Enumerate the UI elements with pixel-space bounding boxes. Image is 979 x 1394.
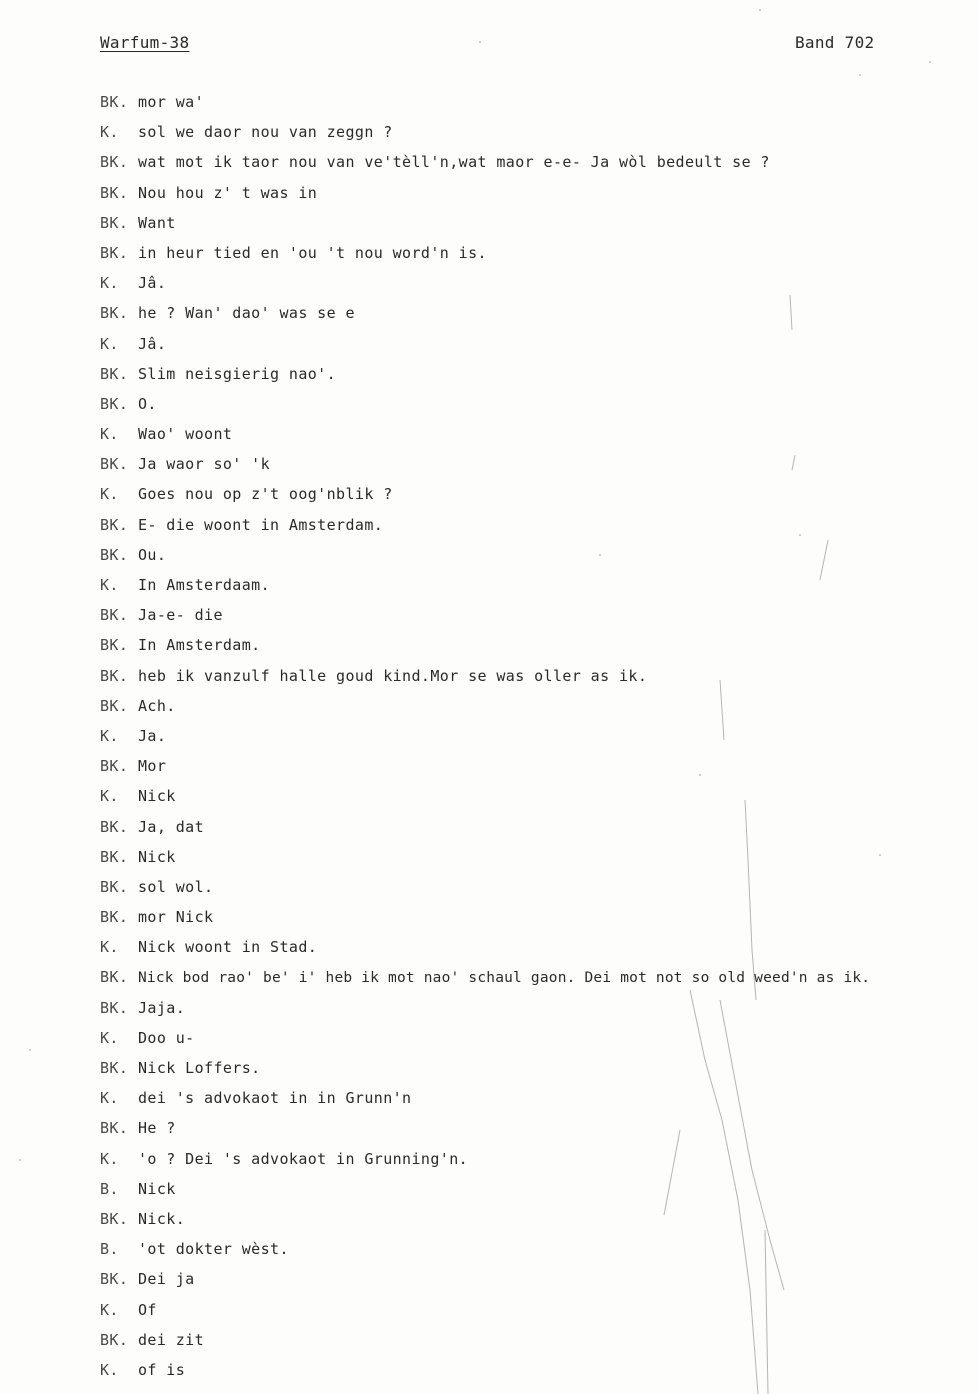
transcript-line: [100, 182, 975, 212]
speaker-label: K.: [100, 274, 119, 293]
transcript-line: [100, 363, 975, 393]
transcript-line: [100, 816, 975, 846]
speaker-label: K.: [100, 1028, 119, 1047]
speech-text: Nick Loffers.: [138, 1059, 261, 1077]
speaker-label: K.: [100, 576, 119, 594]
speaker-label: BK.: [100, 908, 129, 927]
speaker-label: BK.: [100, 877, 129, 896]
speech-text: Jâ.: [138, 274, 167, 293]
speaker-label: BK.: [100, 1270, 129, 1289]
transcript-line: [100, 483, 975, 513]
transcript-line: [100, 1329, 975, 1359]
speech-text: 'o ? Dei 's advokaot in Grunning'n.: [138, 1149, 469, 1168]
speaker-label: BK.: [100, 183, 129, 202]
transcript-line: [100, 272, 975, 302]
speaker-label: BK.: [100, 213, 129, 232]
speaker-label: BK.: [100, 364, 129, 383]
speech-text: In Amsterdaam.: [138, 576, 271, 594]
speech-text: Jaja.: [138, 998, 186, 1017]
speaker-label: BK.: [100, 515, 129, 534]
speaker-label: BK.: [100, 93, 129, 111]
transcript-line: [100, 665, 975, 695]
speech-text: Doo u-: [138, 1028, 195, 1047]
speech-text: Jâ.: [138, 334, 167, 353]
speaker-label: K.: [100, 726, 119, 745]
speech-text: of is: [138, 1360, 186, 1379]
speaker-label: BK.: [100, 1059, 129, 1077]
speech-text: heb ik vanzulf halle goud kind.Mor se was oller as ik.: [138, 666, 648, 685]
speech-text: E- die woont in Amsterdam.: [138, 515, 384, 534]
speaker-label: BK.: [100, 1119, 129, 1138]
transcript-line: [100, 997, 975, 1027]
transcript-line: [100, 212, 975, 242]
transcript-line: [100, 1117, 975, 1147]
speaker-label: K.: [100, 1300, 119, 1319]
speaker-label: BK.: [100, 636, 129, 655]
speech-text: Mor: [138, 757, 167, 776]
transcript-line: [100, 785, 975, 815]
speech-text: wat mot ik taor nou van ve'tèll'n,wat maor e-e- Ja wòl bedeult se ?: [138, 153, 770, 172]
speaker-label: BK.: [100, 545, 129, 564]
speaker-label: K.: [100, 938, 119, 957]
speaker-label: BK.: [100, 455, 129, 474]
speech-text: Ja-e- die: [138, 606, 223, 625]
document-id-header: Warfum-38: [100, 33, 190, 52]
transcript-line: [100, 1268, 975, 1298]
transcript-line: [100, 936, 975, 966]
transcript-line: [100, 1178, 975, 1208]
speaker-label: BK.: [100, 847, 129, 866]
speaker-label: BK.: [100, 394, 129, 413]
speech-text: Ja.: [138, 726, 167, 745]
transcript-line: [100, 966, 975, 996]
transcript-line: [100, 1238, 975, 1268]
transcript-line: [100, 725, 975, 755]
speech-text: sol wol.: [138, 877, 214, 896]
speech-text: Nick: [138, 1179, 176, 1198]
speaker-label: K.: [100, 1089, 119, 1108]
transcript-lines: [100, 91, 975, 1389]
transcript-line: [100, 846, 975, 876]
speaker-label: K.: [100, 485, 119, 504]
speaker-label: BK.: [100, 304, 129, 323]
speaker-label: BK.: [100, 817, 129, 836]
speaker-label: K.: [100, 425, 119, 444]
transcript-line: [100, 604, 975, 634]
speech-text: Nick.: [138, 1209, 186, 1228]
speaker-label: BK.: [100, 606, 129, 625]
speech-text: Nick bod rao' be' i' heb ik mot nao' schaul gaon. Dei mot not so old weed'n as ik.: [138, 970, 871, 987]
speaker-label: BK.: [100, 666, 129, 685]
transcript-line: [100, 91, 975, 121]
speech-text: O.: [138, 394, 157, 413]
transcript-line: [100, 151, 975, 181]
transcript-line: [100, 906, 975, 936]
transcript-line: [100, 242, 975, 272]
speaker-label: B.: [100, 1240, 119, 1259]
transcript-line: [100, 1087, 975, 1117]
speaker-label: BK.: [100, 153, 129, 172]
speech-text: In Amsterdam.: [138, 636, 261, 655]
speaker-label: BK.: [100, 1209, 129, 1228]
speaker-label: K.: [100, 787, 119, 806]
transcript-line: [100, 393, 975, 423]
transcript-line: [100, 453, 975, 483]
transcript-line: [100, 544, 975, 574]
transcript-line: [100, 634, 975, 664]
speaker-label: K.: [100, 1360, 119, 1379]
speaker-label: B.: [100, 1179, 119, 1198]
speaker-label: K.: [100, 1149, 119, 1168]
speech-text: mor wa': [138, 93, 205, 111]
speaker-label: BK.: [100, 243, 129, 262]
transcript-line: [100, 755, 975, 785]
speech-text: Nick woont in Stad.: [138, 938, 318, 957]
speaker-label: BK.: [100, 998, 129, 1017]
speech-text: Slim neisgierig nao'.: [138, 364, 337, 383]
transcript-line: [100, 574, 975, 604]
speech-text: Ach.: [138, 696, 176, 715]
speech-text: Want: [138, 213, 176, 232]
speech-text: 'ot dokter wèst.: [138, 1240, 289, 1259]
speech-text: in heur tied en 'ou 't nou word'n is.: [138, 243, 487, 262]
speech-text: sol we daor nou van zeggn ?: [138, 123, 393, 142]
speaker-label: BK.: [100, 968, 129, 987]
speaker-label: BK.: [100, 757, 129, 776]
transcript-line: [100, 1027, 975, 1057]
speaker-label: BK.: [100, 1330, 129, 1349]
speech-text: Dei ja: [138, 1270, 195, 1289]
speaker-label: K.: [100, 123, 119, 142]
transcript-line: [100, 302, 975, 332]
transcript-line: [100, 121, 975, 151]
speech-text: Goes nou op z't oog'nblik ?: [138, 485, 393, 504]
transcript-line: [100, 1208, 975, 1238]
speech-text: Of: [138, 1300, 157, 1319]
transcript-line: [100, 1057, 975, 1087]
speech-text: Nick: [138, 847, 176, 866]
transcript-line: [100, 333, 975, 363]
transcript-line: [100, 695, 975, 725]
transcript-line: [100, 1148, 975, 1178]
transcript-line: [100, 423, 975, 453]
speech-text: Nou hou z' t was in: [138, 183, 318, 202]
speaker-label: BK.: [100, 696, 129, 715]
transcript-line: [100, 1299, 975, 1329]
speech-text: Ja, dat: [138, 817, 205, 836]
transcript-line: [100, 876, 975, 906]
tape-number-header: Band 702: [795, 33, 875, 52]
speech-text: dei 's advokaot in in Grunn'n: [138, 1089, 412, 1108]
speech-text: Nick: [138, 787, 176, 806]
speech-text: dei zit: [138, 1330, 205, 1349]
speech-text: Wao' woont: [138, 425, 233, 444]
speech-text: he ? Wan' dao' was se e: [138, 304, 355, 323]
speech-text: He ?: [138, 1119, 176, 1138]
speech-text: mor Nick: [138, 908, 214, 927]
speaker-label: K.: [100, 334, 119, 353]
speech-text: Ou.: [138, 545, 167, 564]
transcript-line: [100, 514, 975, 544]
speech-text: Ja waor so' 'k: [138, 455, 271, 474]
transcript-line: [100, 1359, 975, 1389]
